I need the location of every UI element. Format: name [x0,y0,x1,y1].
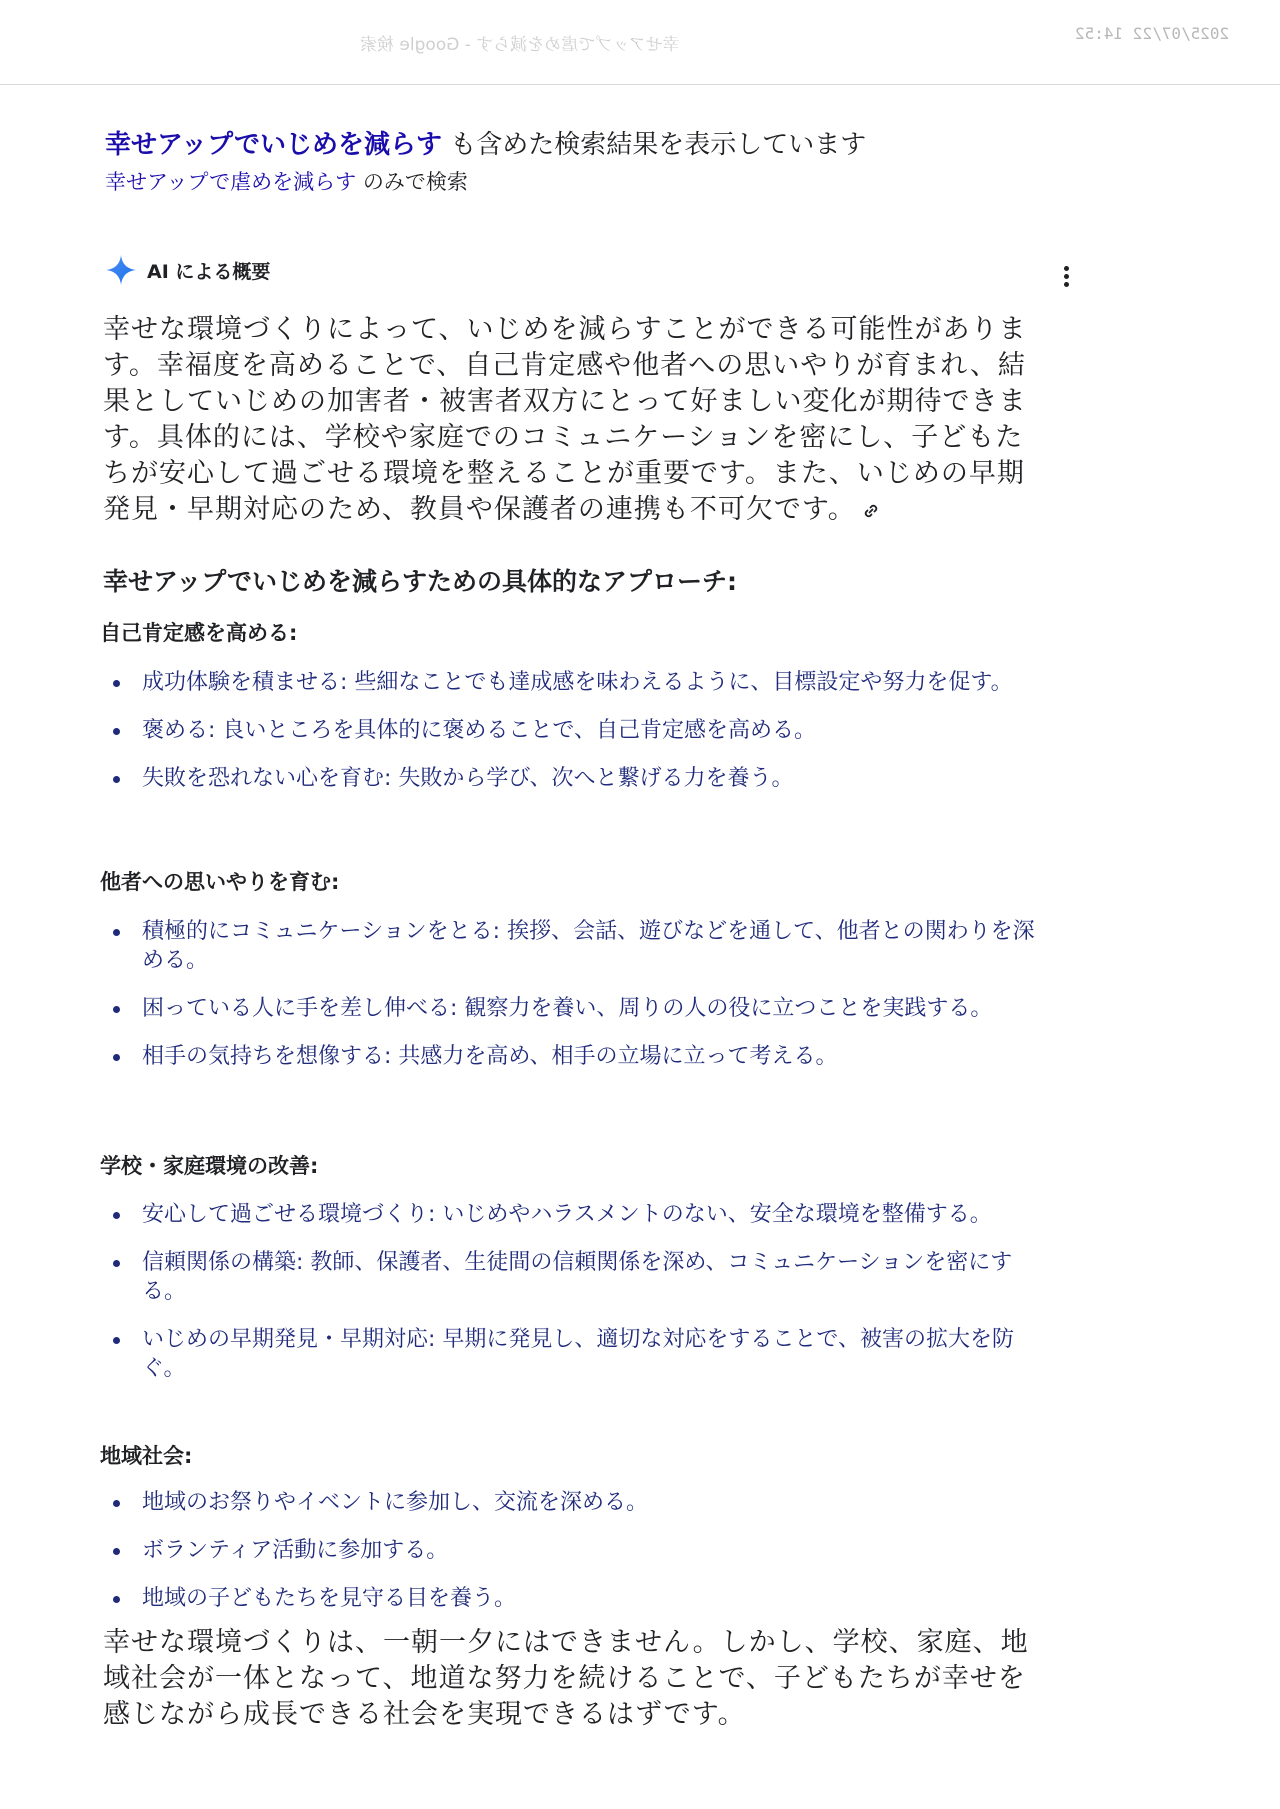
list-item: 困っている人に手を差し伸べる: 観察力を養い、周りの人の役に立つことを実践する。 [110,994,1050,1023]
ai-overview-intro [103,312,1043,528]
section-heading-community: 地域社会: [100,1444,193,1468]
list-item: 相手の気持ちを想像する: 共感力を高め、相手の立場に立って考える。 [110,1042,1050,1071]
list-item: ボランティア活動に参加する。 [110,1536,1050,1565]
list-item: 信頼関係の構築: 教師、保護者、生徒間の信頼関係を深め、コミュニケーションを密にする。 [110,1248,1050,1306]
ai-overview-header [105,254,270,286]
corrected-suffix: も含めた検索結果を表示しています [450,130,867,160]
section-list-self-esteem [110,668,1050,793]
print-page-title: 幸せアップで虐めを減らす - Google 検索 [360,35,680,55]
ai-overview-label: AI による概要 [147,260,271,283]
section-heading-environment: 学校・家庭環境の改善: [100,1154,319,1178]
section-list-compassion [110,917,1050,1071]
list-item: 地域の子どもたちを見守る目を養う。 [110,1584,1050,1613]
list-item: 安心して過ごせる環境づくり: いじめやハラスメントのない、安全な環境を整備する。 [110,1200,1050,1229]
list-item: 成功体験を積ませる: 些細なことでも達成感を味わえるように、目標設定や努力を促す。 [110,668,1050,697]
ai-sparkle-icon [105,254,137,286]
print-timestamp: 2025/07/22 14:52 [1075,24,1230,43]
more-options-icon[interactable] [1060,266,1072,288]
search-original-notice [105,166,468,196]
original-suffix: のみで検索 [362,170,468,194]
approach-heading: 幸せアップでいじめを減らすための具体的なアプローチ: [103,567,737,596]
link-icon[interactable] [862,502,880,520]
ai-overview-outro: 幸せな環境づくりは、一朝一夕にはできません。しかし、学校、家庭、地域社会が一体となって、地道な努力を続けることで、子どもたちが幸せを感じながら成長できる社会を実現できるはずです。 [103,1627,1029,1730]
spelling-correction-notice [105,124,866,161]
print-header [0,0,1280,85]
original-query-link[interactable]: 幸せアップで虐めを減らす [105,170,357,194]
section-list-environment [110,1200,1050,1383]
list-item: 積極的にコミュニケーションをとる: 挨拶、会話、遊びなどを通して、他者との関わりを深める。 [110,917,1050,975]
intro-text: 幸せな環境づくりによって、いじめを減らすことができる可能性があります。幸福度を高めることで、自己肯定感や他者への思いやりが育まれ、結果としていじめの加害者・被害者双方にとって好ましい変化が期待できます。具体的には、学校や家庭でのコミュニケーションを密にし、子どもたちが安心して過ごせる環境を整えることが重要です。また、いじめの早期発見・早期対応のため、教員や保護者の連携も不可欠です。 [103,314,1027,525]
section-heading-compassion: 他者への思いやりを育む: [100,870,340,894]
list-item: 褒める: 良いところを具体的に褒めることで、自己肯定感を高める。 [110,716,1050,745]
list-item: いじめの早期発見・早期対応: 早期に発見し、適切な対応をすることで、被害の拡大を防ぐ。 [110,1325,1050,1383]
section-list-community [110,1488,1050,1613]
corrected-query-link[interactable]: 幸せアップでいじめを減らす [105,130,442,160]
list-item: 地域のお祭りやイベントに参加し、交流を深める。 [110,1488,1050,1517]
section-heading-self-esteem: 自己肯定感を高める: [100,621,298,645]
list-item: 失敗を恐れない心を育む: 失敗から学び、次へと繋げる力を養う。 [110,764,1050,793]
